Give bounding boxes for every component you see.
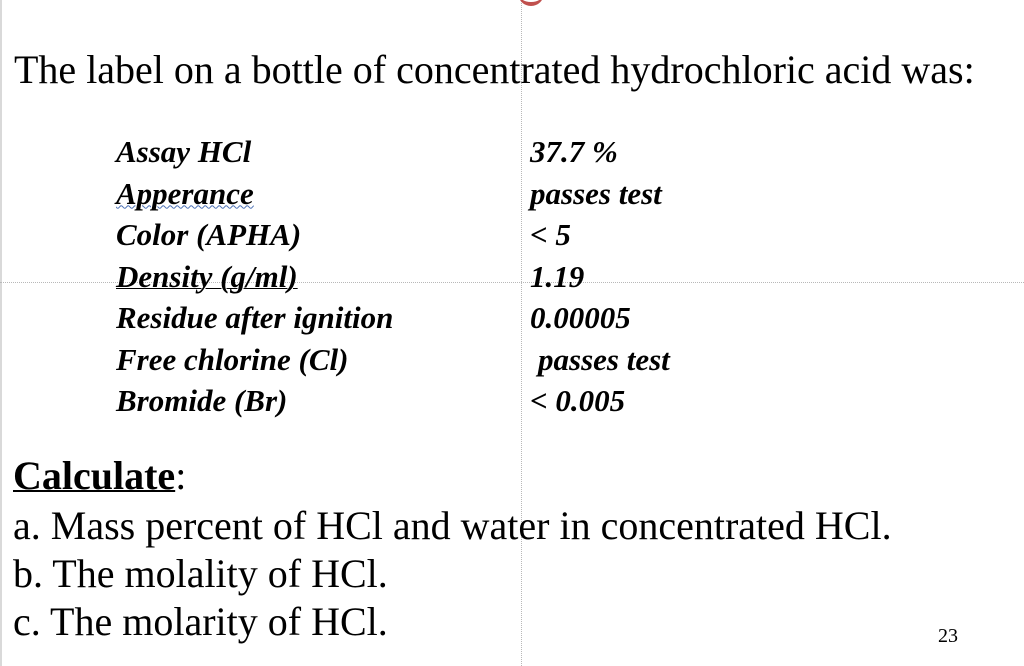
- spec-value: 37.7 %: [530, 134, 618, 169]
- spec-label: Density (g/ml): [116, 258, 298, 294]
- spec-label: Bromide (Br): [116, 383, 288, 418]
- spec-value: passes test: [538, 341, 670, 377]
- spec-label: Color (APHA): [116, 217, 302, 252]
- calculate-heading: [13, 452, 186, 500]
- vertical-guide-line: [521, 0, 522, 666]
- spec-value: 1.19: [530, 258, 585, 294]
- question-b: b. The molality of HCl.: [13, 551, 388, 596]
- page-number: 23: [938, 625, 958, 647]
- slide-left-border: [0, 0, 2, 666]
- question-c: c. The molarity of HCl.: [13, 599, 388, 644]
- spec-value: < 0.005: [530, 383, 626, 418]
- spec-value: < 5: [530, 217, 571, 252]
- spec-label: Apperance: [116, 175, 254, 211]
- spec-label: Assay HCl: [116, 134, 252, 169]
- question-a: a. Mass percent of HCl and water in concentrated HCl.: [13, 503, 892, 548]
- intro-text: The label on a bottle of concentrated hydrochloric acid was:: [14, 47, 975, 92]
- spec-value: passes test: [530, 175, 662, 211]
- spec-label: Residue after ignition: [116, 300, 394, 335]
- spec-label: Free chlorine (Cl): [116, 341, 349, 377]
- spec-value: 0.00005: [530, 300, 631, 335]
- calculate-heading-colon: :: [175, 453, 187, 498]
- calculate-heading-word: Calculate: [13, 453, 176, 498]
